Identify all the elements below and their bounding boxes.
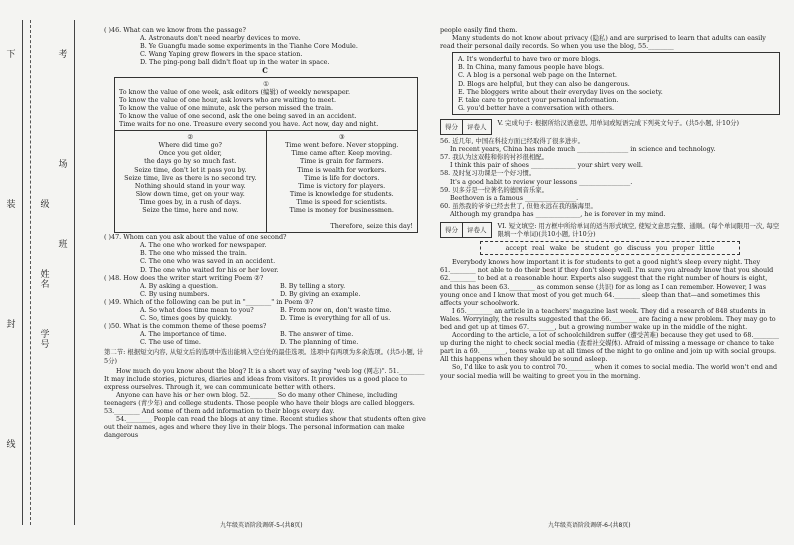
- passage-paragraph: Everybody knows how important it is for students to get a good night's sleep every night. They 61.________ not able to do their best if they don't sleep well. I'm sure you already know that you should 62.________ to bed at a reasonable hour. Experts also suggest that the right number of hours is eight, and this has been 63.________ as common sense (共识) for as long as I can remember. However, I was young once and I know that most of you get much 64.________ sleep than that—and sometimes this affects your schoolwork.: [440, 258, 774, 307]
- grader-label: 评卷人: [467, 122, 487, 131]
- sentence-en: It's a good habit to review your lessons ________________.: [450, 177, 633, 186]
- question-49: ( )49. Which of the following can be put in "________" in Poem ③?: [104, 297, 314, 306]
- passage-paragraph: According to the article, a lot of schoolchildren suffer (遭受苦难) because they get used to 68.________ up during the night to check social media (查看社交媒体). Afraid of missing a message or chance to take part in a 69.________, teens wake up at all times of the night to go online and join up with social groups. All this happens when they should be sound asleep.: [440, 331, 779, 364]
- option: D. The ping-pong ball didn't float up in the water in space.: [140, 58, 330, 67]
- poem-line: Therefore, seize this day!: [330, 222, 413, 231]
- margin-label: 封: [6, 320, 16, 330]
- sentence-cn: 57. 我认为这双鞋和你的衬衫很相配。: [440, 153, 549, 162]
- option: C. So, times goes by quickly.: [140, 314, 233, 323]
- score-label: 得分: [441, 120, 463, 134]
- passage-paragraph: Anyone can have his or her own blog. 52.________ So do many other Chinese, including teenagers (青少年) and college students. Those people who have their blogs are called bloggers. 53.________ And some of them add information to their blogs every day.: [104, 390, 415, 416]
- sentence-en: Beethoven is a famous ________________.: [450, 193, 579, 202]
- passage-paragraph: people easily find them.: [440, 26, 518, 34]
- sentence-cn: 60. 虽然我的爷爷已经去世了, 但他永远在我的脑海里。: [440, 201, 597, 210]
- poem-line: the days go by so much fast.: [144, 157, 237, 166]
- sentence-en: In recent years, China has made much ________________ in science and technology.: [450, 145, 716, 154]
- option: D. The one who waited for his or her lover.: [140, 265, 279, 274]
- question-48: ( )48. How does the writer start writing Poem ②?: [104, 273, 264, 282]
- option: B. From now on, don't waste time.: [280, 306, 392, 314]
- sentence-cn: 56. 近几年, 中国在科技方面已经取得了很多进步。: [440, 137, 585, 146]
- passage-paragraph: Many students do not know about privacy (隐私) and are surprised to learn that adults can easily read their personal daily records. So when you use the blog, 55.________: [440, 34, 766, 51]
- poem-line: Time is speed for scientists.: [296, 197, 387, 206]
- option: B. By telling a story.: [280, 281, 346, 290]
- score-table: [440, 222, 492, 238]
- sentence-cn: 59. 贝多芬是一位著名的德国音乐家。: [440, 185, 549, 194]
- margin-line-right: [74, 20, 75, 525]
- passage-paragraph: So, I'd like to ask you to control 70.________ when it comes to social media. The world won't end and your social media will be waiting to greet you in the morning.: [440, 363, 778, 380]
- option: B. The one who missed the train.: [140, 249, 247, 258]
- poem-line: Time is grain for farmers.: [300, 157, 384, 166]
- page-footer: 九年级英语阶段调研-5-(共8页): [220, 522, 303, 529]
- margin-label: 考: [58, 50, 68, 60]
- option: D. Time is everything for all of us.: [280, 314, 391, 323]
- margin-label: 班: [58, 240, 68, 250]
- margin-label: 场: [58, 160, 68, 170]
- poem-line: Once you get older,: [158, 149, 222, 158]
- option: C. The one who was saved in an accident.: [140, 257, 276, 266]
- option: B. The answer of time.: [280, 330, 354, 339]
- option: D. The planning of time.: [280, 338, 359, 347]
- margin-label: 学号: [40, 330, 50, 350]
- passage-paragraph: How much do you know about the blog? It is a short way of saying "web log (网志)". 51.________ It may include stories, pictures, diaries and ideas from visitors. It provides us a good place to express ourselves. Through it, we can communicate better with others.: [104, 366, 425, 391]
- grader-label: 评卷人: [467, 225, 487, 234]
- poem-line: Time goes by, in a rush of days.: [139, 197, 242, 206]
- poem-line: Where did time go?: [158, 141, 222, 150]
- binding-margin: [0, 0, 96, 545]
- poem-line: Time is money for businessmen.: [289, 205, 394, 214]
- poem-number: ②: [187, 133, 194, 142]
- sentence-cn: 58. 及时复习功课是一个好习惯。: [440, 169, 536, 178]
- poem-line: Time is wealth for workers.: [297, 165, 387, 174]
- word-bank: accept real wake be student go discuss you proper little: [480, 241, 740, 255]
- poem-line: Time waits for no one. Treasure every second you have. Act now, day and night.: [119, 120, 379, 129]
- option: D. Blogs are helpful, but they can also be dangerous.: [458, 79, 630, 88]
- poems-box: [114, 77, 418, 234]
- question-50: ( )50. What is the common theme of these poems?: [104, 322, 267, 331]
- option: B. In China, many famous people have blogs.: [458, 63, 605, 72]
- poem-line: To know the value of one week, ask editors (编辑) of weekly newspaper.: [119, 87, 350, 96]
- section-6-instructions: VI. 短文填空: 用方框中所给单词的适当形式填空, 使短文意思完整、通顺。(每个单词限用一次, 每空限填一个单词)(共10小题, 计10分): [497, 221, 780, 239]
- poem-line: Seize time, live as there is no second try.: [124, 173, 257, 182]
- option: E. The bloggers write about their everyday lives on the society.: [458, 87, 663, 96]
- poem-number: ①: [263, 79, 269, 88]
- section-5-header: [440, 119, 780, 135]
- margin-label: 线: [6, 440, 16, 450]
- option: A. The importance of time.: [140, 330, 227, 339]
- option: C. Wang Yaping grew flowers in the space station.: [140, 50, 303, 59]
- poem-3: [267, 131, 418, 232]
- option: A. It's wonderful to have two or more blogs.: [458, 55, 601, 64]
- poem-line: Time went before. Never stopping.: [285, 141, 399, 150]
- poem-line: Time came after. Keep moving.: [291, 149, 392, 158]
- poem-number: ③: [338, 133, 345, 142]
- section-5-instructions: V. 完成句子: 根据所给汉语意思, 用单词或短语完成下列英文句子。(共5小题, 计10分): [497, 118, 740, 127]
- option: F. take care to protect your personal information.: [458, 95, 619, 104]
- poem-1: [115, 78, 417, 132]
- option: A. By asking a question.: [140, 281, 218, 290]
- poem-line: Slow down time, get on your way.: [135, 189, 245, 198]
- poem-line: Time is knowledge for students.: [289, 189, 394, 198]
- margin-label: 级: [40, 200, 50, 210]
- poem-line: Time is victory for players.: [298, 181, 386, 190]
- poem-2: [115, 131, 267, 232]
- option: C. By using numbers.: [140, 289, 210, 298]
- page-5: [104, 26, 426, 440]
- poem-line: Time is life for doctors.: [304, 173, 380, 182]
- poem-line: To know the value of one hour, ask lovers who are waiting to meet.: [119, 95, 337, 104]
- section-6-header: [440, 222, 780, 238]
- sentence-en: I think this pair of shoes ______________ your shirt very well.: [450, 161, 643, 170]
- passage-paragraph: 54.________ People can read the blogs at any time. Recent studies show that students often give out their names, ages and where they live in their blogs. The personal information can make dangerous: [104, 415, 426, 440]
- poem-line: Seize the time, here and now.: [142, 205, 239, 214]
- option: B. Ye Guangfu made some experiments in the Tianhe Core Module.: [140, 42, 358, 51]
- poem-line: To know the value of one second, ask the one being saved in an accident.: [119, 111, 357, 120]
- option: A. The one who worked for newspaper.: [140, 241, 267, 250]
- section-2-instructions: 第二节: 根据短文内容, 从短文后的选项中选出能填入空白处的最佳选项。选项中有两项为多余选项。(共5小题, 计5分): [104, 348, 424, 365]
- option: D. By giving an example.: [280, 289, 361, 298]
- margin-label: 下: [6, 50, 16, 60]
- option: C. A blog is a personal web page on the Internet.: [458, 71, 617, 80]
- margin-line-left: [22, 20, 23, 525]
- score-table: [440, 119, 492, 135]
- margin-label: 姓名: [40, 270, 50, 290]
- sentence-en: Although my grandpa has ______________, he is forever in my mind.: [450, 209, 666, 218]
- options-box: [452, 52, 780, 115]
- passage-paragraph: I 65.________ an article in a teachers' magazine last week. They did a research of 848 students in Wales. Worryingly, the results suggested that the 66.________ are facing a new problem. They may go to bed and get up at times 67.________, but a growing number wake up in the middle of the night.: [440, 306, 776, 331]
- score-label: 得分: [441, 223, 463, 237]
- passage-c-title: C: [262, 66, 268, 76]
- option: A. So what does time mean to you?: [140, 306, 254, 314]
- option: G. you'd better have a conversation with others.: [458, 103, 615, 112]
- page-footer: 九年级英语阶段调研-6-(共8页): [548, 522, 631, 529]
- margin-label: 装: [6, 200, 16, 210]
- question-46: ( )46. What can we know from the passage?: [104, 26, 246, 34]
- poem-line: Seize time, don't let it pass you by.: [134, 165, 247, 174]
- option: A. Astronauts don't need nearby devices to move.: [140, 34, 301, 43]
- poem-line: Nothing should stand in your way.: [134, 181, 246, 190]
- question-47: ( )47. Whom can you ask about the value of one second?: [104, 233, 287, 242]
- poem-line: To know the value of one minute, ask the person missed the train.: [119, 103, 334, 112]
- cut-line: [30, 20, 31, 525]
- page-6: [440, 26, 780, 380]
- option: C. The use of time.: [140, 338, 201, 347]
